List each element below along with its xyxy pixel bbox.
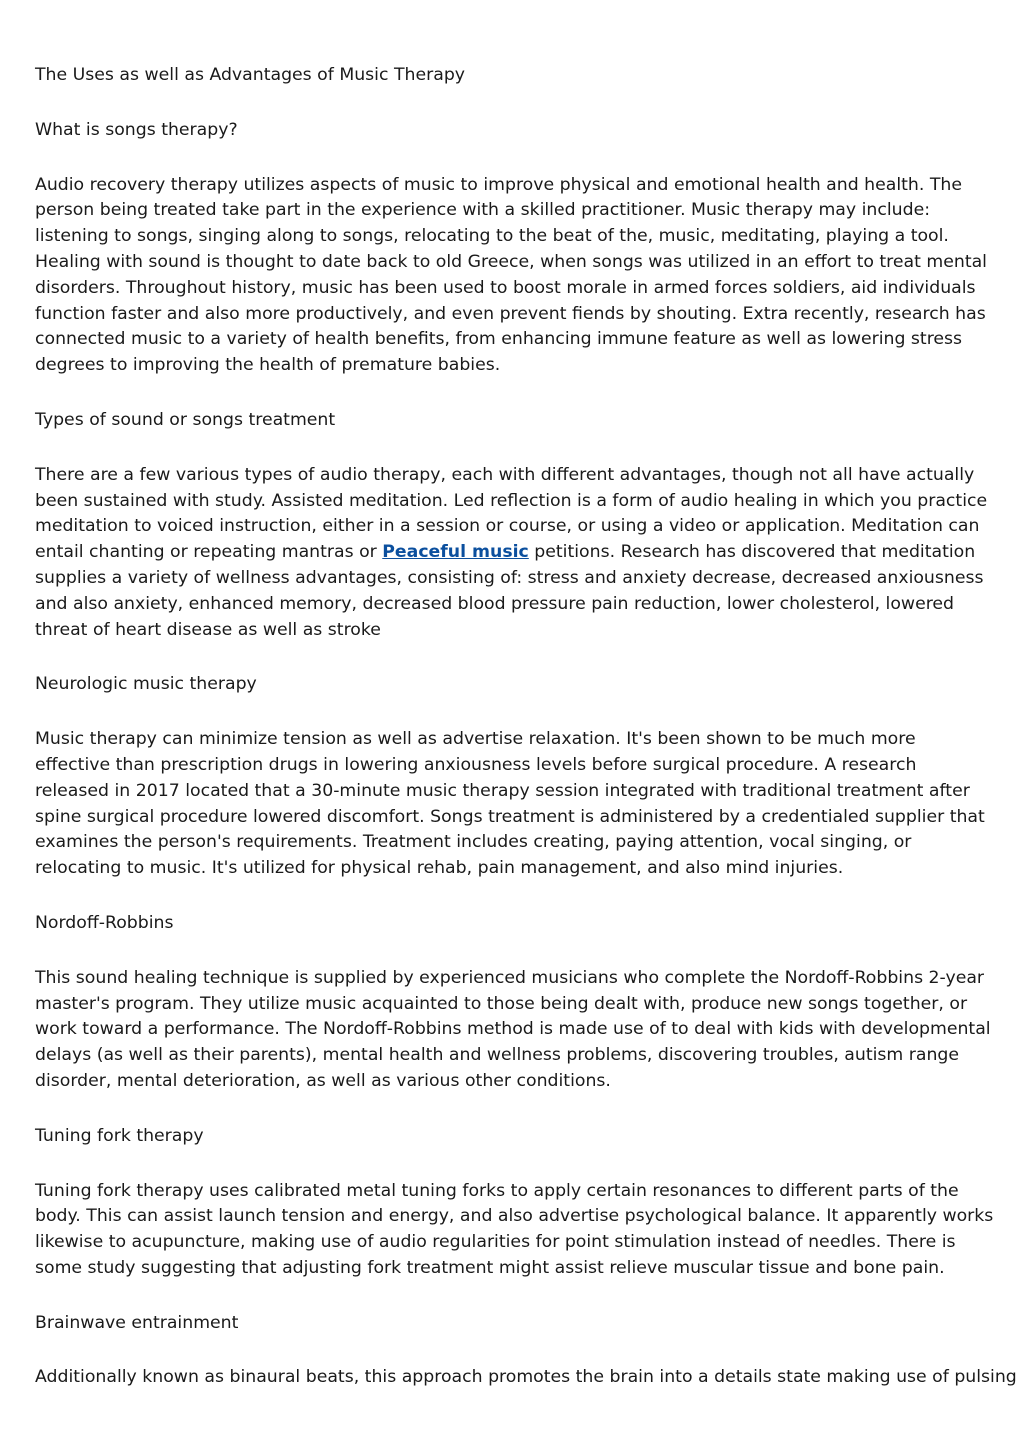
heading-neurologic-music-therapy: Neurologic music therapy [35, 674, 257, 695]
heading-types-of-sound-treatment: Types of sound or songs treatment [35, 409, 336, 430]
document-title: The Uses as well as Advantages of Music Therapy [35, 65, 466, 85]
document-body [35, 63, 1017, 1420]
peaceful-music-link[interactable]: Peaceful music [382, 542, 529, 563]
paragraph-tuning-fork-therapy: Tuning fork therapy uses calibrated metal tuning forks to apply certain resonances to different parts of the body. This can assist launch tension and energy, and also advertise psychological balance. It apparently works likewise to acupuncture, making use of audio regularities for point stimulation instead of needles. There is some study suggesting that adjusting fork treatment might assist relieve muscular tissue and bone pain. [35, 1180, 994, 1278]
heading-brainwave-entrainment: Brainwave entrainment [35, 1312, 239, 1333]
paragraph-types-text-after-link: petitions. Research has discovered that meditation supplies a variety of wellness advantages, consisting of: stress and anxiety decrease, decreased anxiousness and also anxiety, enhanced memory, decreased blood pressure pain reduction, lower cholesterol, lowered threat of heart disease as well as stroke [35, 542, 984, 640]
paragraph-types-of-sound-treatment [35, 463, 995, 644]
paragraph-types-text-before-link: There are a few various types of audio therapy, each with different advantages, though not all have actually been sustained with study. Assisted meditation. Led reflection is a form of audio healing in which you practice meditation to voiced instruction, either in a session or course, or using a video or application. Meditation can entail chanting or repeating mantras or [35, 464, 988, 563]
paragraph-nordoff-robbins: This sound healing technique is supplied by experienced musicians who complete the Nordoff-Robbins 2-year master's program. They utilize music acquainted to those being dealt with, produce new songs together, or work toward a performance. The Nordoff-Robbins method is made use of to deal with kids with developmental delays (as well as their parents), mental health and wellness problems, discovering troubles, autism range disorder, mental deterioration, as well as various other conditions. [35, 967, 991, 1091]
paragraph-what-is-songs-therapy: Audio recovery therapy utilizes aspects of music to improve physical and emotional health and health. The person being treated take part in the experience with a skilled practitioner. Music therapy may include: listening to songs, singing along to songs, relocating to the beat of the, music, meditating, playing a tool. Healing with sound is thought to date back to old Greece, when songs was utilized in an effort to treat mental disorders. Throughout history, music has been used to boost morale in armed forces soldiers, aid individuals function faster and also more productively, and even prevent fiends by shouting. Extra recently, research has connected music to a variety of health benefits, from enhancing immune feature as well as lowering stress degrees to improving the health of premature babies. [35, 174, 987, 376]
heading-what-is-songs-therapy: What is songs therapy? [35, 119, 238, 140]
heading-tuning-fork-therapy: Tuning fork therapy [35, 1125, 204, 1146]
paragraph-brainwave-entrainment: Additionally known as binaural beats, this approach promotes the brain into a details state making use of pulsing [35, 1367, 1017, 1388]
paragraph-neurologic-music-therapy: Music therapy can minimize tension as well as advertise relaxation. It's been shown to be much more effective than prescription drugs in lowering anxiousness levels before surgical procedure. A research released in 2017 located that a 30-minute music therapy session integrated with traditional treatment after spine surgical procedure lowered discomfort. Songs treatment is administered by a credentialed supplier that examines the person's requirements. Treatment includes creating, paying attention, vocal singing, or relocating to music. It's utilized for physical rehab, pain management, and also mind injuries. [35, 729, 985, 879]
heading-nordoff-robbins: Nordoff-Robbins [35, 912, 174, 933]
